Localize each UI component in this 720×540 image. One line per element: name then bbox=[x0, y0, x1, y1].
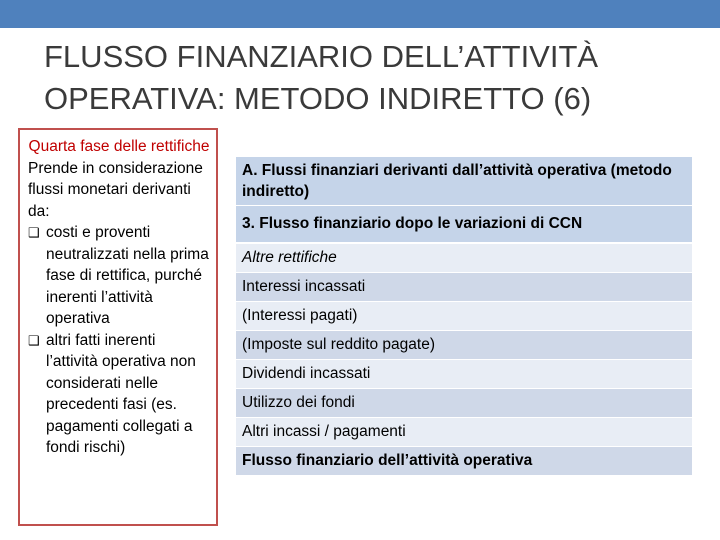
table-cell: Altre rettifiche bbox=[236, 244, 692, 273]
table-footer-row bbox=[236, 447, 692, 475]
table-subheader-row bbox=[236, 206, 692, 244]
table-footer-cell: Flusso finanziario dell’attività operativa bbox=[236, 447, 692, 475]
table-row bbox=[236, 302, 692, 331]
slide-title-line-1: FLUSSO FINANZIARIO DELL’ATTIVITÀ bbox=[44, 39, 599, 74]
table-cell: Altri incassi / pagamenti bbox=[236, 418, 692, 447]
bullet-item bbox=[28, 222, 210, 330]
top-accent-bar bbox=[0, 0, 720, 28]
bullet-text: costi e proventi neutralizzati nella prima fase di rettifica, purché inerenti l’attività operativa bbox=[46, 224, 209, 327]
table-row bbox=[236, 273, 692, 302]
cash-flow-table bbox=[236, 157, 692, 475]
table-cell: Dividendi incassati bbox=[236, 360, 692, 389]
table-row bbox=[236, 244, 692, 273]
table-cell: Interessi incassati bbox=[236, 273, 692, 302]
table-header-cell: A. Flussi finanziari derivanti dall’attività operativa (metodo indiretto) bbox=[236, 157, 692, 206]
rettifiche-text-box bbox=[18, 128, 218, 526]
box-intro: Prende in considerazione flussi monetari derivanti da: bbox=[28, 159, 203, 220]
table-cell: (Interessi pagati) bbox=[236, 302, 692, 331]
slide-title-line-2: OPERATIVA: METODO INDIRETTO (6) bbox=[44, 81, 592, 116]
table-row bbox=[236, 360, 692, 389]
checkbox-bullet-icon: ❑ bbox=[28, 332, 40, 348]
table-row bbox=[236, 331, 692, 360]
box-heading: Quarta fase delle rettifiche bbox=[28, 138, 210, 155]
table-subheader-cell: 3. Flusso finanziario dopo le variazioni di CCN bbox=[236, 206, 692, 244]
table-cell: Utilizzo dei fondi bbox=[236, 389, 692, 418]
bullet-item bbox=[28, 330, 210, 459]
table-cell: (Imposte sul reddito pagate) bbox=[236, 331, 692, 360]
slide-title bbox=[44, 36, 704, 120]
table-row bbox=[236, 418, 692, 447]
checkbox-bullet-icon: ❑ bbox=[28, 225, 40, 240]
bullet-text: altri fatti inerenti l’attività operativa non considerati nelle precedenti fasi (es. pagamenti collegati a fondi rischi) bbox=[46, 331, 196, 456]
table-header-row bbox=[236, 157, 692, 206]
table-row bbox=[236, 389, 692, 418]
